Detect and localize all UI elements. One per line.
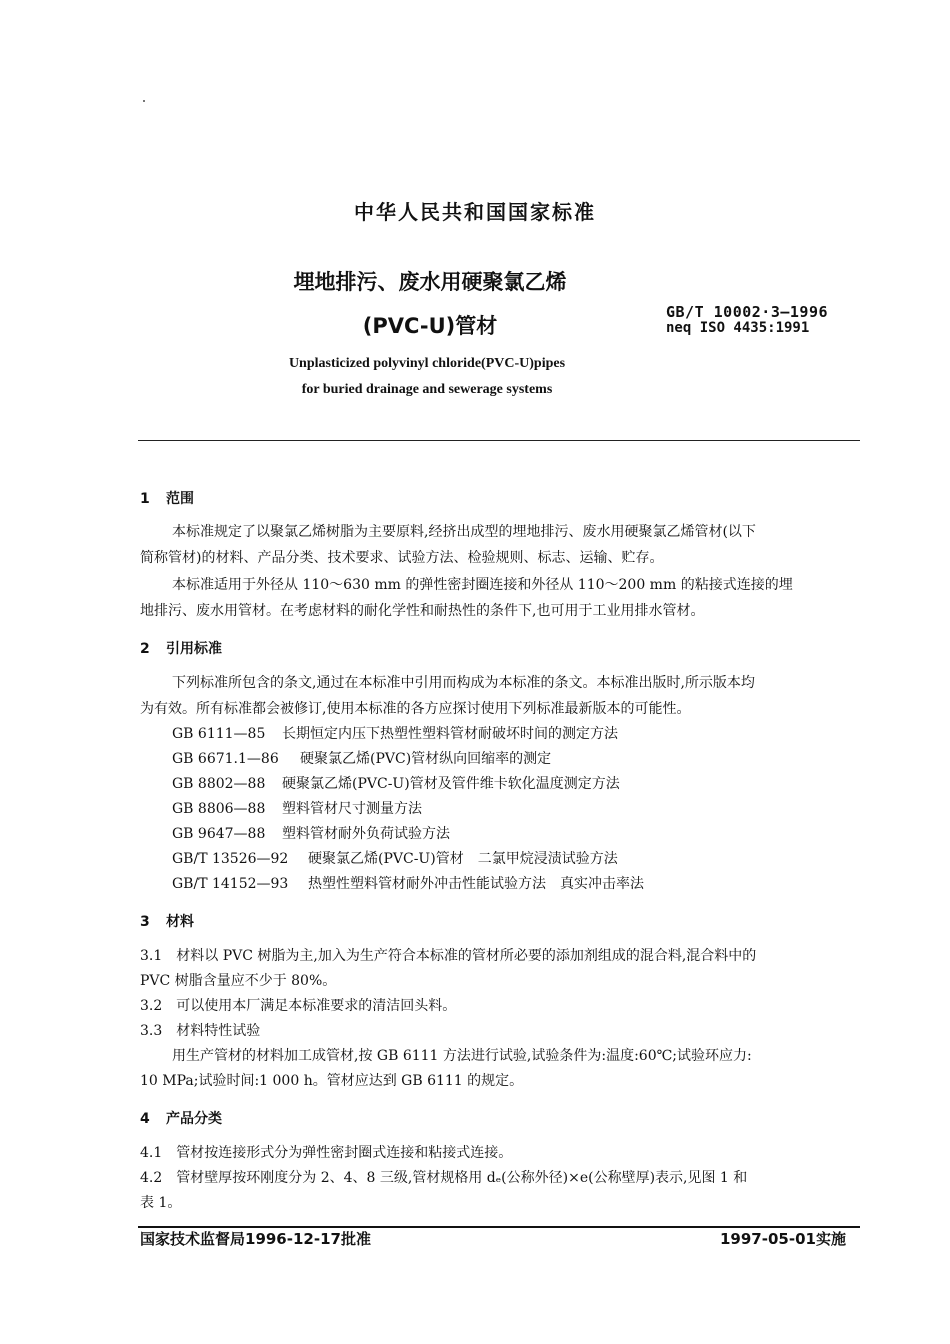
- section4-number: 4: [140, 1111, 150, 1127]
- reference-title: 塑料管材尺寸测量方法: [282, 801, 422, 817]
- reference-code: GB/T 14152—93: [172, 876, 289, 892]
- scan-speck: [143, 100, 145, 102]
- reference-code: GB/T 13526—92: [172, 851, 289, 867]
- reference-code: GB 8806—88: [172, 801, 266, 817]
- approval-date: 国家技术监督局1996-12-17批准: [140, 1230, 371, 1248]
- standard-code: GB/T 10002·3—1996: [666, 303, 829, 321]
- implementation-date: 1997-05-01实施: [720, 1230, 846, 1248]
- section2-title: 引用标准: [166, 641, 222, 657]
- reference-title: 硬聚氯乙烯(PVC-U)管材及管件维卡软化温度测定方法: [282, 776, 620, 792]
- section1-p1-line2: 简称管材)的材料、产品分类、技术要求、试验方法、检验规则、标志、运输、贮存。: [140, 550, 664, 566]
- section4-title: 产品分类: [166, 1111, 222, 1127]
- clause-3-3-para-line2: 10 MPa;试验时间:1 000 h。管材应达到 GB 6111 的规定。: [140, 1073, 524, 1089]
- section1-number: 1: [140, 491, 150, 507]
- clause-4-2-line2: 表 1。: [140, 1195, 182, 1211]
- section1-heading: [140, 488, 194, 508]
- reference-title: 硬聚氯乙烯(PVC-U)管材 二氯甲烷浸渍试验方法: [308, 851, 618, 867]
- reference-item: [172, 723, 618, 743]
- section4-heading: [140, 1108, 222, 1128]
- clause-3-3-para-line1: 用生产管材的材料加工成管材,按 GB 6111 方法进行试验,试验条件为:温度:60℃;试验环应力:: [172, 1048, 752, 1064]
- reference-title: 硬聚氯乙烯(PVC)管材纵向回缩率的测定: [300, 751, 552, 767]
- reference-item: [172, 873, 644, 893]
- section2-p1-line2: 为有效。所有标准都会被修订,使用本标准的各方应探讨使用下列标准最新版本的可能性。: [140, 701, 691, 717]
- section1-p1-line1: 本标准规定了以聚氯乙烯树脂为主要原料,经挤出成型的埋地排污、废水用硬聚氯乙烯管材(以下: [172, 524, 756, 540]
- reference-item: [172, 798, 422, 818]
- section3-number: 3: [140, 914, 150, 930]
- section1-p2-line1: 本标准适用于外径从 110～630 mm 的弹性密封圈连接和外径从 110～200 mm 的粘接式连接的埋: [172, 577, 793, 593]
- national-standard-label: 中华人民共和国国家标准: [354, 200, 596, 224]
- equivalent-standard: neq ISO 4435:1991: [666, 320, 810, 336]
- reference-title: 塑料管材耐外负荷试验方法: [282, 826, 450, 842]
- reference-title: 长期恒定内压下热塑性塑料管材耐破坏时间的测定方法: [282, 726, 618, 742]
- title-cn-line1: 埋地排污、废水用硬聚氯乙烯: [293, 270, 567, 294]
- section3-heading: [140, 911, 194, 931]
- title-en-line1: Unplasticized polyvinyl chloride(PVC-U)pipes: [288, 356, 566, 371]
- section2-heading: [140, 638, 222, 658]
- reference-title: 热塑性塑料管材耐外冲击性能试验方法 真实冲击率法: [308, 876, 644, 892]
- title-en-line2: for buried drainage and sewerage systems: [301, 382, 553, 397]
- clause-4-1: 4.1 管材按连接形式分为弹性密封圈式连接和粘接式连接。: [140, 1145, 513, 1161]
- reference-item: [172, 748, 551, 768]
- section2-number: 2: [140, 641, 150, 657]
- section1-p2-line2: 地排污、废水用管材。在考虑材料的耐化学性和耐热性的条件下,也可用于工业用排水管材。: [140, 603, 705, 619]
- clause-3-1-line1: 3.1 材料以 PVC 树脂为主,加入为生产符合本标准的管材所必要的添加剂组成的混合料,混合料中的: [140, 948, 757, 964]
- reference-code: GB 6111—85: [172, 726, 266, 742]
- clause-3-2: 3.2 可以使用本厂满足本标准要求的清洁回头料。: [140, 998, 457, 1014]
- clause-4-2-line1: 4.2 管材壁厚按环刚度分为 2、4、8 三级,管材规格用 dₑ(公称外径)×e(公称壁厚)表示,见图 1 和: [140, 1170, 748, 1186]
- reference-item: [172, 848, 618, 868]
- section3-title: 材料: [166, 914, 194, 930]
- clause-3-3: 3.3 材料特性试验: [140, 1023, 261, 1039]
- reference-code: GB 9647—88: [172, 826, 266, 842]
- section1-title: 范围: [166, 491, 194, 507]
- header-divider: [138, 440, 860, 441]
- title-cn-line2: (PVC-U)管材: [362, 314, 498, 338]
- reference-code: GB 6671.1—86: [172, 751, 279, 767]
- reference-item: [172, 773, 620, 793]
- reference-code: GB 8802—88: [172, 776, 266, 792]
- clause-3-1-line2: PVC 树脂含量应不少于 80%。: [140, 973, 337, 989]
- section2-p1-line1: 下列标准所包含的条文,通过在本标准中引用而构成为本标准的条文。本标准出版时,所示版本均: [172, 675, 755, 691]
- reference-item: [172, 823, 450, 843]
